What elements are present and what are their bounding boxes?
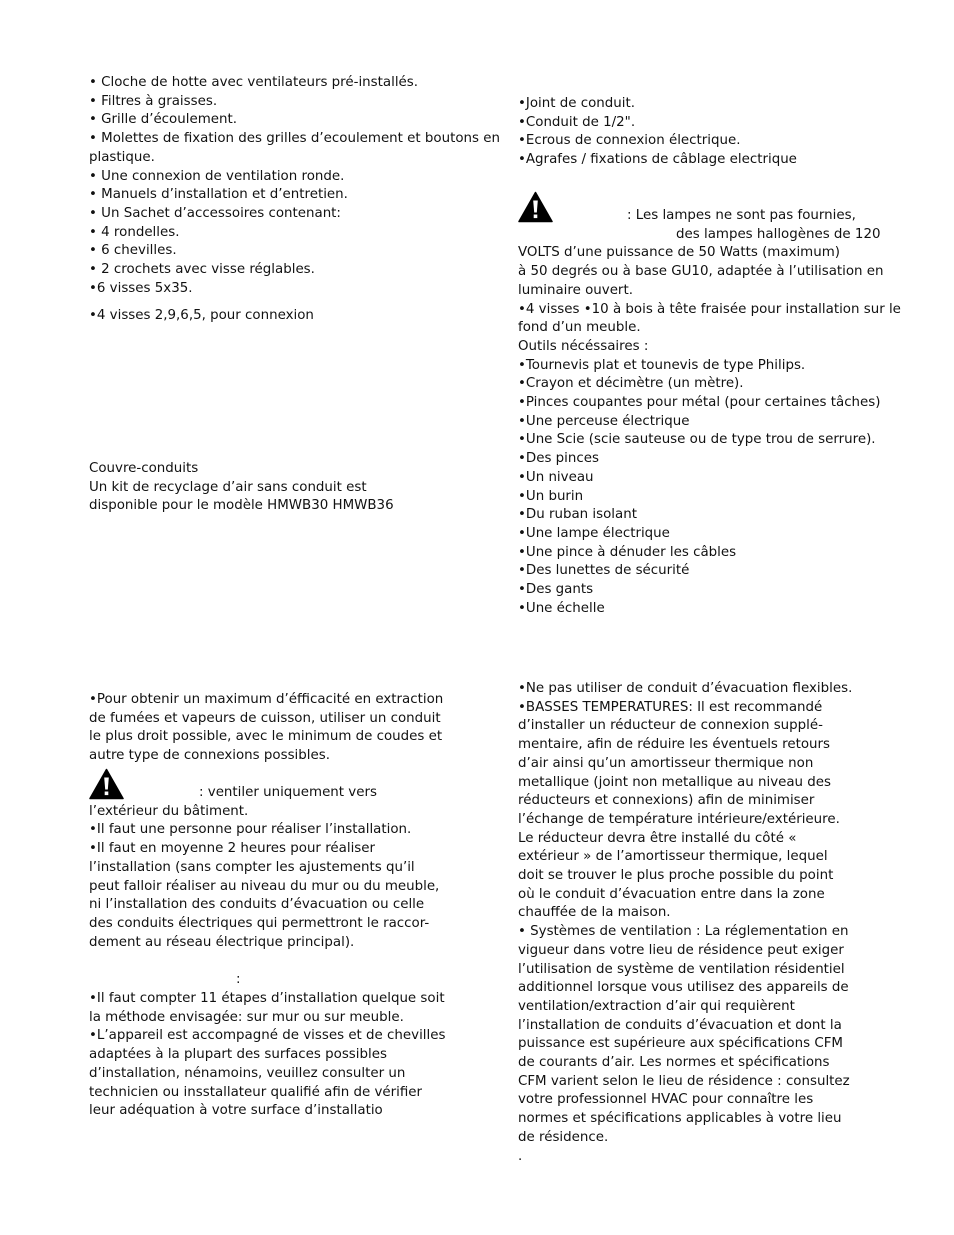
text-line: extérieur » de l’amortisseur thermique, lequel	[518, 849, 828, 865]
trailing-dot: .	[518, 1148, 523, 1164]
text-line: de courants d’air. Les normes et spécifications	[518, 1055, 830, 1071]
text-line: • Systèmes de ventilation : La réglementation en	[518, 924, 849, 940]
text-line: réducteurs et connexions) afin de minimiser	[518, 793, 815, 809]
text-line: de résidence.	[518, 1129, 609, 1145]
text-line: autre type de connexions possibles.	[89, 748, 330, 764]
list-item: • 4 rondelles.	[89, 224, 180, 240]
text-line: puissance est supérieure aux spécifications CFM	[518, 1036, 843, 1052]
text-line: •Il faut en moyenne 2 heures pour réaliser	[89, 841, 376, 857]
duct-requirements	[518, 680, 852, 1166]
installation-steps	[89, 990, 445, 1121]
text-line: l’extérieur du bâtiment.	[89, 803, 249, 819]
text-line: adaptées à la plupart des surfaces possibles	[89, 1047, 387, 1063]
tool-item: •Des pinces	[518, 451, 599, 467]
text-line: peut falloir réaliser au niveau du mur ou du meuble,	[89, 878, 440, 894]
efficiency-note	[89, 691, 443, 766]
text-line: dement au réseau électrique principal).	[89, 934, 355, 950]
text-line: la méthode envisagée: sur mur ou sur meuble.	[89, 1009, 404, 1025]
text-line: •L’appareil est accompagné de visses et de chevilles	[89, 1028, 446, 1044]
text-line: ventilation/extraction d’air qui requièrent	[518, 998, 795, 1014]
list-item: •Conduit de 1/2".	[518, 114, 636, 130]
text-line: d’installation, nénamoins, veuillez consulter un	[89, 1065, 406, 1081]
ventilation-warning	[89, 784, 439, 952]
list-item: • Cloche de hotte avec ventilateurs pré-installés.	[89, 75, 419, 90]
text-line: ni l’installation des conduits d’évacuation ou celle	[89, 897, 425, 913]
text-line: d’installer un réducteur de connexion supplé-	[518, 718, 823, 734]
text-line: chauffée de la maison.	[518, 905, 671, 921]
list-item: •Ecrous de connexion électrique.	[518, 133, 741, 149]
text-line: fond d’un meuble.	[518, 320, 641, 336]
tool-item: •Tournevis plat et tounevis de type Philips.	[518, 357, 806, 373]
list-item: plastique.	[89, 149, 155, 165]
list-item: • 2 crochets avec visse réglables.	[89, 262, 315, 278]
text-line: Le réducteur devra être installé du côté «	[518, 830, 797, 846]
tool-item: •Une Scie (scie sauteuse ou de type trou de serrure).	[518, 432, 876, 448]
text-line: à 50 degrés ou à base GU10, adaptée à l’utilisation en	[518, 264, 884, 280]
contents-list-continued	[518, 95, 797, 170]
tool-item: •Un burin	[518, 488, 584, 504]
list-item: • Grille d’écoulement.	[89, 112, 237, 128]
tool-item: •Une pince à dénuder les câbles	[518, 544, 737, 560]
text-line: metallique (joint non metallique au niveau des	[518, 774, 832, 790]
text-line: l’installation de conduits d’évacuation et dont la	[518, 1017, 842, 1033]
list-item: • Manuels d’installation et d’entretien.	[89, 187, 348, 203]
steps-heading-colon: :	[236, 972, 241, 987]
tool-item: •Un niveau	[518, 469, 594, 485]
list-item: • 6 chevilles.	[89, 243, 177, 259]
text-line: doit se trouver le plus proche possible du point	[518, 868, 834, 884]
contents-list	[89, 74, 500, 298]
text-line: •BASSES TEMPERATURES: Il est recommandé	[518, 699, 823, 715]
text-line: vigueur dans votre lieu de résidence peut exiger	[518, 942, 844, 958]
tool-item: •Une perceuse électrique	[518, 413, 690, 429]
list-item: • Un Sachet d’accessoires contenant:	[89, 205, 341, 221]
text-line: •Ne pas utiliser de conduit d’évacuation flexibles.	[518, 681, 853, 696]
tool-item: •Pinces coupantes pour métal (pour certaines tâches)	[518, 395, 881, 411]
list-item: •6 visses 5x35.	[89, 280, 193, 296]
optional-text: Un kit de recyclage d’air sans conduit est	[89, 479, 367, 495]
list-item: • Une connexion de ventilation ronde.	[89, 168, 345, 184]
text-line: normes et spécifications applicables à votre lieu	[518, 1111, 842, 1127]
text-line: où le conduit d’évacuation entre dans la zone	[518, 886, 825, 902]
optional-accessories	[89, 460, 394, 516]
list-item: • Filtres à graisses.	[89, 93, 218, 109]
optional-title: Couvre-conduits	[89, 461, 199, 476]
text-line: l’échange de température intérieure/extérieure.	[518, 811, 840, 827]
tool-item: •Une échelle	[518, 600, 605, 616]
text-line: des conduits électriques qui permettront le raccor-	[89, 915, 430, 931]
text-line: CFM varient selon le lieu de résidence : consultez	[518, 1073, 850, 1089]
text-line: technicien ou insstallateur qualifié afin de vérifier	[89, 1084, 423, 1100]
lamp-warning	[518, 207, 901, 618]
tool-item: •Une lampe électrique	[518, 525, 670, 541]
list-item-connexion: •4 visses 2,9,6,5, pour connexion	[89, 308, 314, 323]
text-line: •4 visses •10 à bois à tête fraisée pour installation sur le	[518, 301, 901, 317]
lamp-warning-text: : Les lampes ne sont pas fournies,	[627, 208, 856, 223]
text-line: •Il faut une personne pour réaliser l’installation.	[89, 822, 412, 838]
tools-heading: Outils nécéssaires :	[518, 338, 649, 354]
text-line: •Il faut compter 11 étapes d’installation quelque soit	[89, 991, 445, 1006]
list-item: •Joint de conduit.	[518, 96, 636, 111]
text-line: luminaire ouvert.	[518, 282, 633, 298]
text-line: mentaire, afin de réduire les éventuels retours	[518, 737, 831, 753]
tool-item: •Des gants	[518, 582, 594, 598]
text-line: additionnel lorsque vous utilisez des appareils de	[518, 980, 849, 996]
text-line: VOLTS d’une puissance de 50 Watts (maximum)	[518, 245, 840, 261]
text-line: leur adéquation à votre surface d’installatio	[89, 1103, 383, 1119]
tool-item: •Des lunettes de sécurité	[518, 563, 690, 579]
tool-item: •Du ruban isolant	[518, 507, 637, 523]
list-item: • Molettes de fixation des grilles d’ecoulement et boutons en	[89, 131, 500, 147]
text-line: de fumées et vapeurs de cuisson, utiliser un conduit	[89, 710, 441, 726]
optional-text: disponible pour le modèle HMWB30 HMWB36	[89, 498, 394, 514]
text-line: le plus droit possible, avec le minimum de coudes et	[89, 729, 443, 745]
text-line: votre professionnel HVAC pour connaître les	[518, 1092, 814, 1108]
text-line: l’utilisation de système de ventilation résidentiel	[518, 961, 845, 977]
text-line: •Pour obtenir un maximum d’éfficacité en extraction	[89, 692, 444, 707]
text-line: l’installation (sans compter les ajustements qu’il	[89, 859, 415, 875]
lamp-warning-text: des lampes hallogènes de 120	[676, 226, 881, 242]
text-line: d’air ainsi qu’un amortisseur thermique non	[518, 755, 814, 771]
warning-text: : ventiler uniquement vers	[199, 785, 377, 800]
list-item: •Agrafes / fixations de câblage electrique	[518, 152, 797, 168]
tool-item: •Crayon et décimètre (un mètre).	[518, 376, 744, 392]
